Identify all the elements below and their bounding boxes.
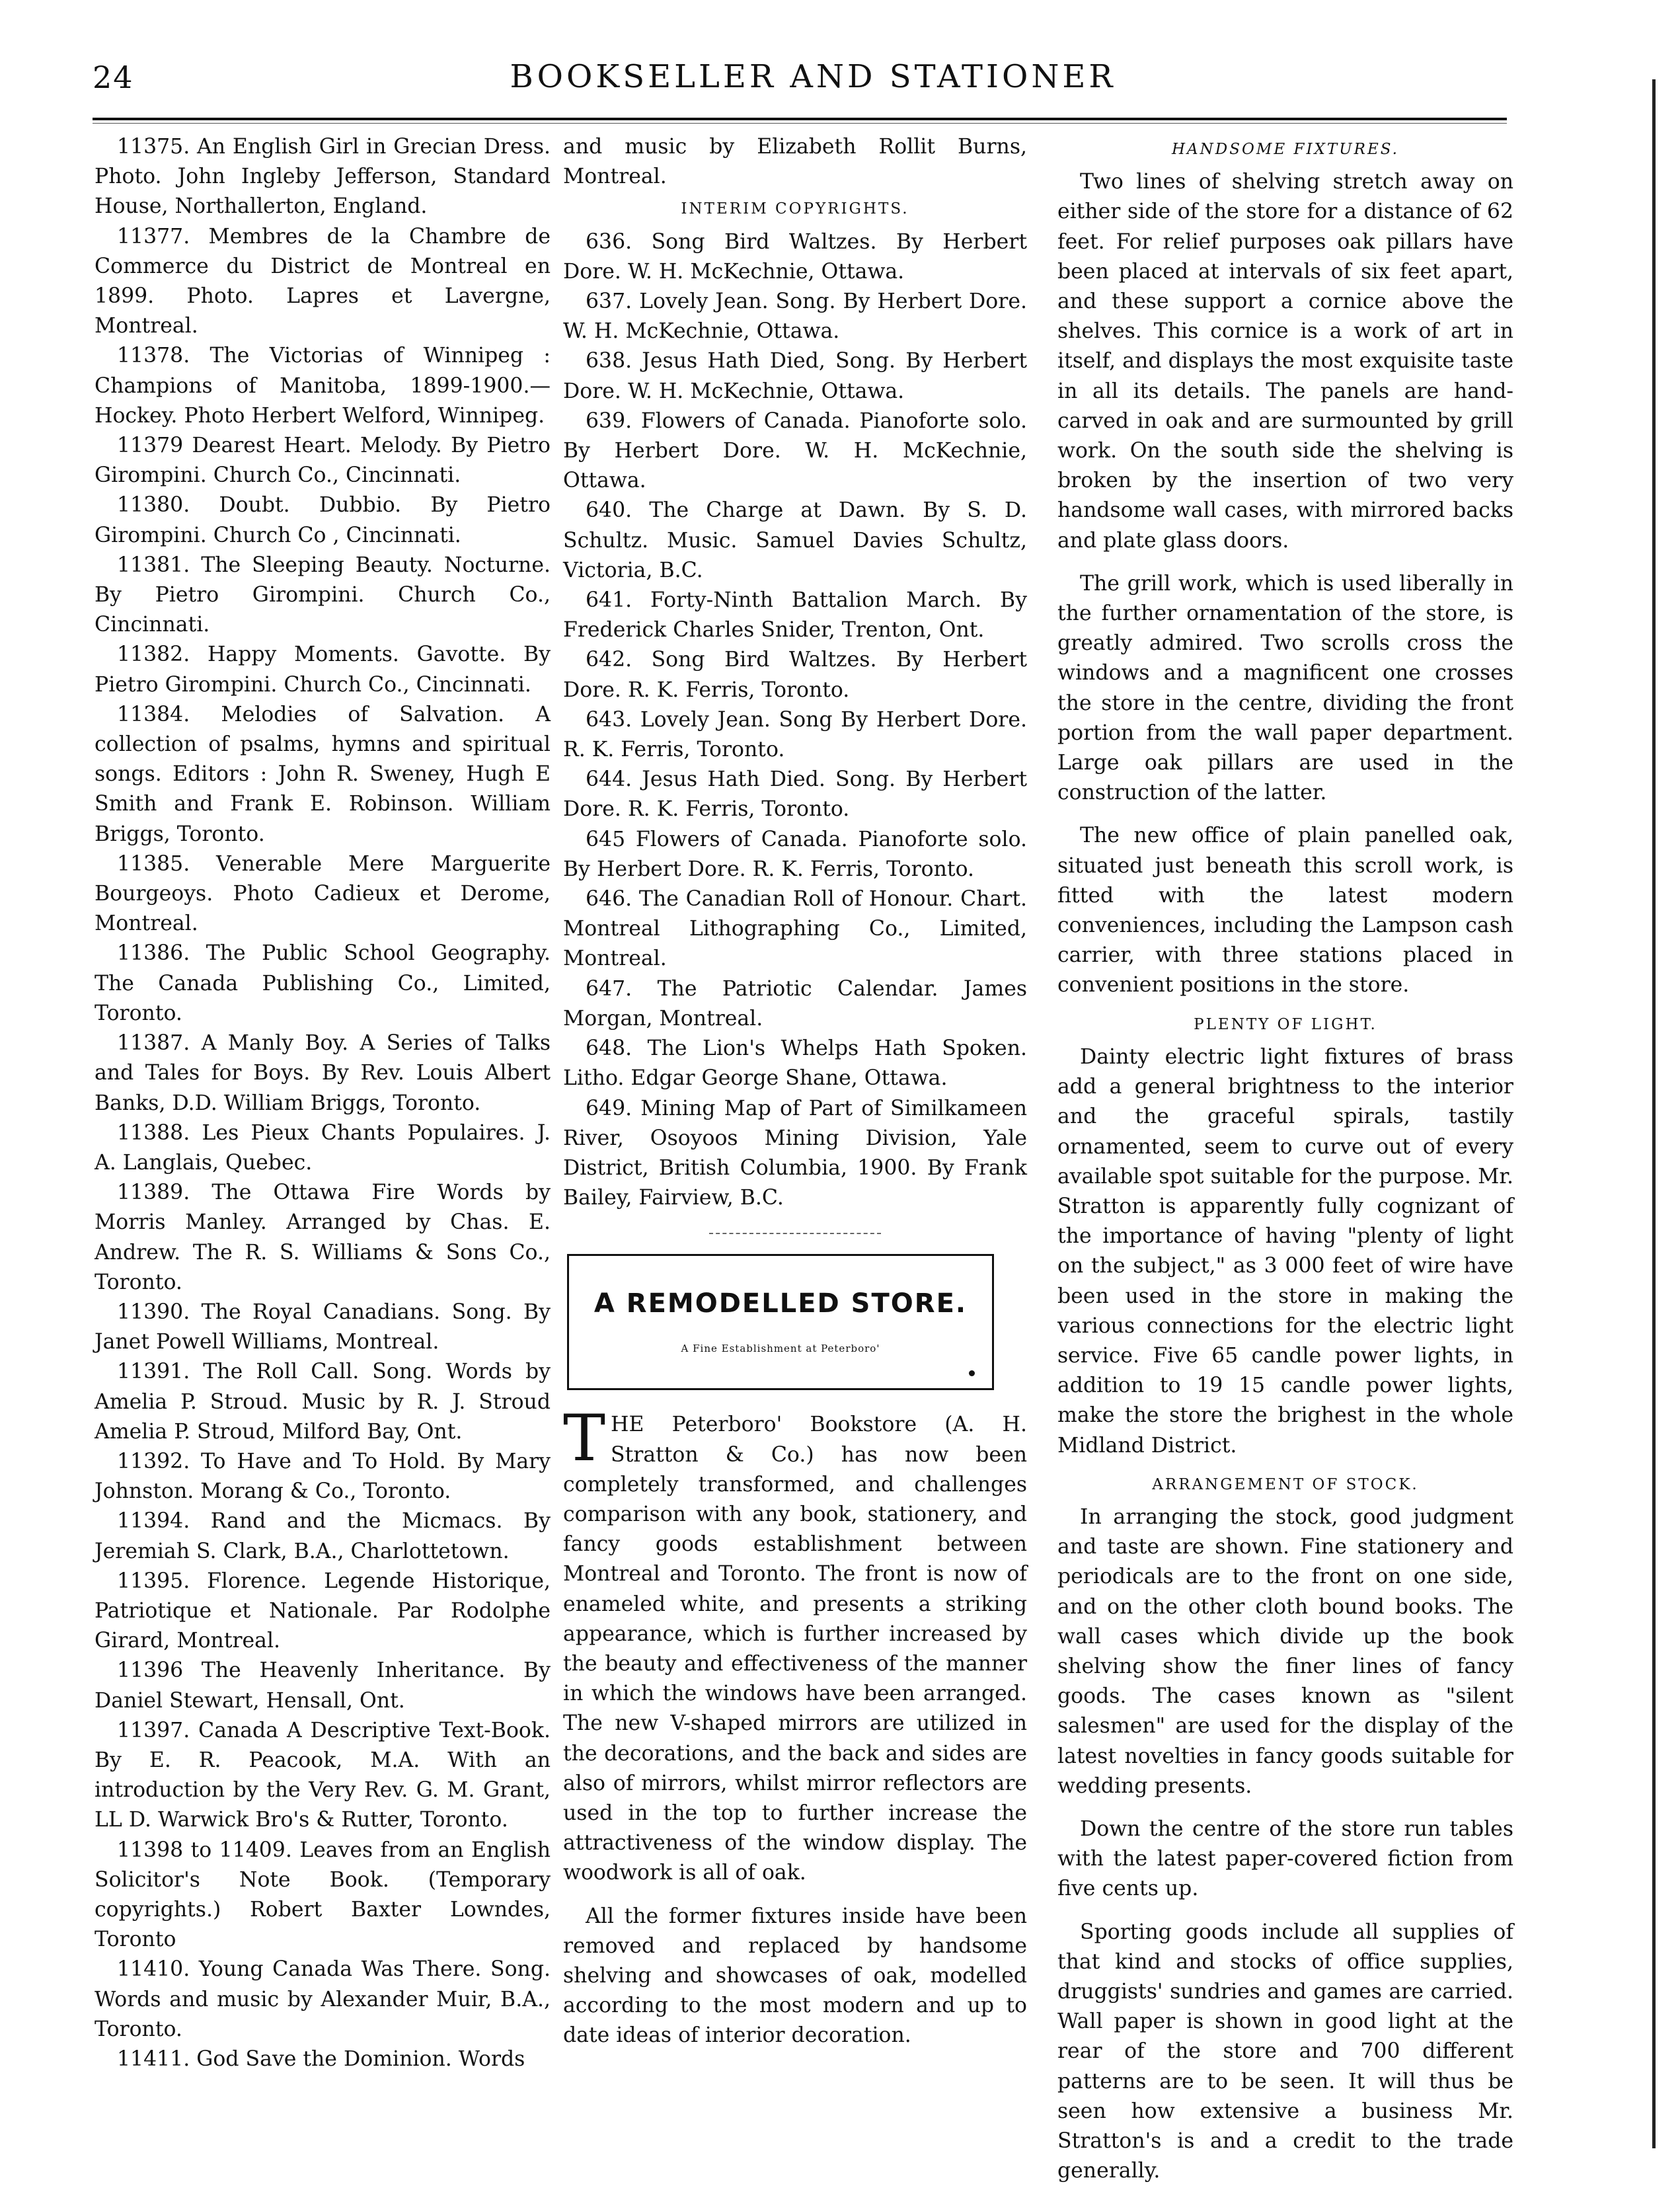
interim-entry: 637. Lovely Jean. Song. By Herbert Dore. W. H. McKechnie, Ottawa. [563, 290, 1027, 344]
running-title: BOOKSELLER AND STATIONER [510, 58, 1116, 95]
column-middle [563, 132, 1027, 2051]
copyright-entry: 11382. Happy Moments. Gavotte. By Pietro Girompini. Church Co., Cincinnati. [95, 643, 551, 697]
interim-entry: 649. Mining Map of Part of Similkameen River, Osoyoos Mining Division, Yale District, British Columbia, 1900. By Frank Bailey, Fairview, B.C. [563, 1096, 1027, 1210]
box-ornament [969, 1370, 975, 1376]
drop-cap: T [563, 1401, 606, 1476]
copyright-entry: 11386. The Public School Geography. The Canada Publishing Co., Limited, Toronto. [95, 941, 551, 1025]
copyright-entry: 11390. The Royal Canadians. Song. By Janet Powell Williams, Montreal. [95, 1300, 551, 1354]
interim-entry: 643. Lovely Jean. Song By Herbert Dore. R. K. Ferris, Toronto. [563, 707, 1027, 762]
article-paragraph: Down the centre of the store run tables with the latest paper-covered fiction from five cents up. [1057, 1816, 1513, 1901]
header-rule-thin [93, 123, 1507, 124]
header-rule [93, 118, 1507, 120]
copyright-entry: 11389. The Ottawa Fire Words by Morris Manley. Arranged by Chas. E. Andrew. The R. S. Williams & Sons Co., Toronto. [95, 1181, 551, 1294]
copyright-entry: 11375. An English Girl in Grecian Dress. Photo. John Ingleby Jefferson, Standard House, Northallerton, England. [95, 135, 551, 219]
copyright-entry: 11410. Young Canada Was There. Song. Words and music by Alexander Muir, B.A., Toronto. [95, 1957, 551, 2041]
article-paragraph [563, 1401, 1027, 1888]
interim-entry: 648. The Lion's Whelps Hath Spoken. Litho. Edgar George Shane, Ottawa. [563, 1036, 1027, 1091]
copyright-entry: 11396 The Heavenly Inheritance. By Daniel Stewart, Hensall, Ont. [95, 1659, 551, 1713]
article-subtitle: A Fine Establishment at Peterboro' [681, 1343, 880, 1355]
interim-entry: 647. The Patriotic Calendar. James Morgan, Montreal. [563, 976, 1027, 1031]
interim-entry: 638. Jesus Hath Died, Song. By Herbert Dore. W. H. McKechnie, Ottawa. [563, 349, 1027, 403]
interim-entry: 644. Jesus Hath Died. Song. By Herbert Dore. R. K. Ferris, Toronto. [563, 767, 1027, 822]
interim-heading: INTERIM COPYRIGHTS. [681, 200, 909, 218]
copyright-entry: 11377. Membres de la Chambre de Commerce du District de Montreal en 1899. Photo. Lapres et Lavergne, Montreal. [95, 224, 551, 338]
article-paragraph: In arranging the stock, good judgment and taste are shown. Fine stationery and periodicals are to the front on one side, and on the other cloth bound books. The wall cases which divide up the book shelving show the finer lines of fancy goods. The cases known as "silent salesmen" are used for the display of the latest novelties in fancy goods suitable for wedding presents. [1057, 1504, 1513, 1798]
interim-entry: 639. Flowers of Canada. Pianoforte solo. By Herbert Dore. W. H. McKechnie, Ottawa. [563, 409, 1027, 493]
copyright-entry: 11385. Venerable Mere Marguerite Bourgeoys. Photo Cadieux et Derome, Montreal. [95, 851, 551, 936]
article-paragraph: Dainty electric light fixtures of brass add a general brightness to the interior and the graceful spirals, tastily ornamented, seem to curve out of every available spot suitable for the purpose. Mr. Stratton is apparently fully cognizant of the importance of having "plenty of light on the subject," as 3 000 feet of wire have been used in the store in making the various connections for the electric light service. Five 65 candle power lights, in addition to 19 15 candle power lights, make the store the brighest in the whole Midland District. [1057, 1044, 1513, 1458]
article-body [563, 1401, 1027, 2050]
copyright-entry: 11397. Canada A Descriptive Text-Book. By E. R. Peacook, M.A. With an introduction by the Very Rev. G. M. Grant, LL D. Warwick Bro's & Rutter, Toronto. [95, 1718, 551, 1832]
article-title-box [567, 1254, 994, 1390]
copyright-entry: 11391. The Roll Call. Song. Words by Amelia P. Stroud. Music by R. J. Stroud Amelia P. Stroud, Milford Bay, Ont. [95, 1360, 551, 1444]
article-paragraph: Two lines of shelving stretch away on either side of the store for a distance of 62 feet. For relief purposes oak pillars have been placed at intervals of six feet apart, and these support a cornice above the shelves. This cornice is a work of art in itself, and displays the most exquisite taste in all its details. The panels are hand-carved in oak and are surmounted by grill work. On the south side the shelving is broken by the insertion of two very handsome wall cases, with mirrored backs and plate glass doors. [1057, 170, 1513, 553]
page-header [93, 54, 1533, 107]
copyright-entry: 11381. The Sleeping Beauty. Nocturne. By Pietro Girompini. Church Co., Cincinnati. [95, 553, 551, 637]
copyright-entry: 11398 to 11409. Leaves from an English Solicitor's Note Book. (Temporary copyrights.) Robert Baxter Lowndes, Toronto [95, 1838, 551, 1952]
article-paragraph: The new office of plain panelled oak, situated just beneath this scroll work, is fitted with the latest modern conveniences, including the Lampson cash carrier, with three stations placed in convenient positions in the store. [1057, 824, 1513, 997]
article-paragraph: Sporting goods include all supplies of that kind and stocks of office supplies, druggists' sundries and games are carried. Wall paper is shown in good light at the rear of the store and 700 different patterns are to be seen. It will thus be seen how extensive a business Mr. Stratton's is and a credit to the trade generally. [1057, 1920, 1513, 2183]
article-paragraph: The grill work, which is used liberally in the further ornamentation of the store, is greatly admired. Two scrolls cross the windows and a magnificent one crosses the store in the centre, dividing the front portion from the wall paper department. Large oak pillars are used in the construction of the latter. [1057, 571, 1513, 805]
article-lead-text: HE Peterboro' Bookstore (A. H. Stratton & Co.) has now been completely transformed, and challenges comparison with any book, stationery, and fancy goods establishment between Montreal and Toronto. The front is now of enameled white, and presents a striking appearance, which is further increased by the beauty and effectiveness of the manner in which the windows have been arranged. The new V-shaped mirrors are utilized in the decorations, and the back and sides are also of mirrors, whilst mirror reflectors are used in the top to further increase the attractiveness of the window display. The woodwork is all of oak. [563, 1413, 1027, 1885]
interim-entry: 640. The Charge at Dawn. By S. D. Schultz. Music. Samuel Davies Schultz, Victoria, B.C. [563, 498, 1027, 582]
interim-entry: 641. Forty-Ninth Battalion March. By Frederick Charles Snider, Trenton, Ont. [563, 588, 1027, 643]
copyright-entry: 11379 Dearest Heart. Melody. By Pietro Girompini. Church Co., Cincinnati. [95, 434, 551, 488]
copyright-entry: 11380. Doubt. Dubbio. By Pietro Girompini. Church Co , Cincinnati. [95, 493, 551, 547]
article-title: A REMODELLED STORE. [593, 1288, 968, 1319]
article-paragraph: All the former fixtures inside have been removed and replaced by handsome shelving and showcases of oak, modelled according to the most modern and up to date ideas of interior decoration. [563, 1904, 1027, 2048]
copyright-entry: 11411. God Save the Dominion. Words [117, 2047, 525, 2071]
copyright-entry: 11384. Melodies of Salvation. A collection of psalms, hymns and spiritual songs. Editors : John R. Sweney, Hugh E Smith and Frank E. Robinson. William Briggs, Toronto. [95, 702, 551, 846]
interim-entry: 646. The Canadian Roll of Honour. Chart. Montreal Lithographing Co., Limited, Montreal. [563, 887, 1027, 971]
interim-entry: 645 Flowers of Canada. Pianoforte solo. By Herbert Dore. R. K. Ferris, Toronto. [563, 827, 1027, 881]
section-heading-stock: ARRANGEMENT OF STOCK. [1152, 1475, 1419, 1493]
interim-entry: 636. Song Bird Waltzes. By Herbert Dore. W. H. McKechnie, Ottawa. [563, 229, 1027, 284]
copyright-entry: 11388. Les Pieux Chants Populaires. J. A. Langlais, Quebec. [95, 1120, 551, 1175]
copyright-entry: 11378. The Victorias of Winnipeg : Champions of Manitoba, 1899-1900.— Hockey. Photo Herbert Welford, Winnipeg. [95, 344, 551, 428]
column-left [95, 132, 551, 2074]
page-number: 24 [93, 59, 134, 95]
section-heading-light: PLENTY OF LIGHT. [1194, 1015, 1377, 1033]
section-heading-fixtures: HANDSOME FIXTURES. [1172, 141, 1399, 158]
copyright-entry: 11394. Rand and the Micmacs. By Jeremiah S. Clark, B.A., Charlottetown. [95, 1509, 551, 1563]
copyright-entry: 11392. To Have and To Hold. By Mary Johnston. Morang & Co., Toronto. [95, 1449, 551, 1504]
copyright-entry: 11387. A Manly Boy. A Series of Talks and Tales for Boys. By Rev. Louis Albert Banks, D.D. William Briggs, Toronto. [95, 1031, 551, 1115]
binding-edge [1652, 79, 1656, 2148]
section-separator [709, 1233, 881, 1234]
copyright-entry-continued: and music by Elizabeth Rollit Burns, Montreal. [563, 135, 1027, 189]
interim-entry: 642. Song Bird Waltzes. By Herbert Dore. R. K. Ferris, Toronto. [563, 648, 1027, 702]
column-right [1057, 132, 1513, 2186]
copyright-entry: 11395. Florence. Legende Historique, Patriotique et Nationale. Par Rodolphe Girard, Montreal. [95, 1569, 551, 1653]
